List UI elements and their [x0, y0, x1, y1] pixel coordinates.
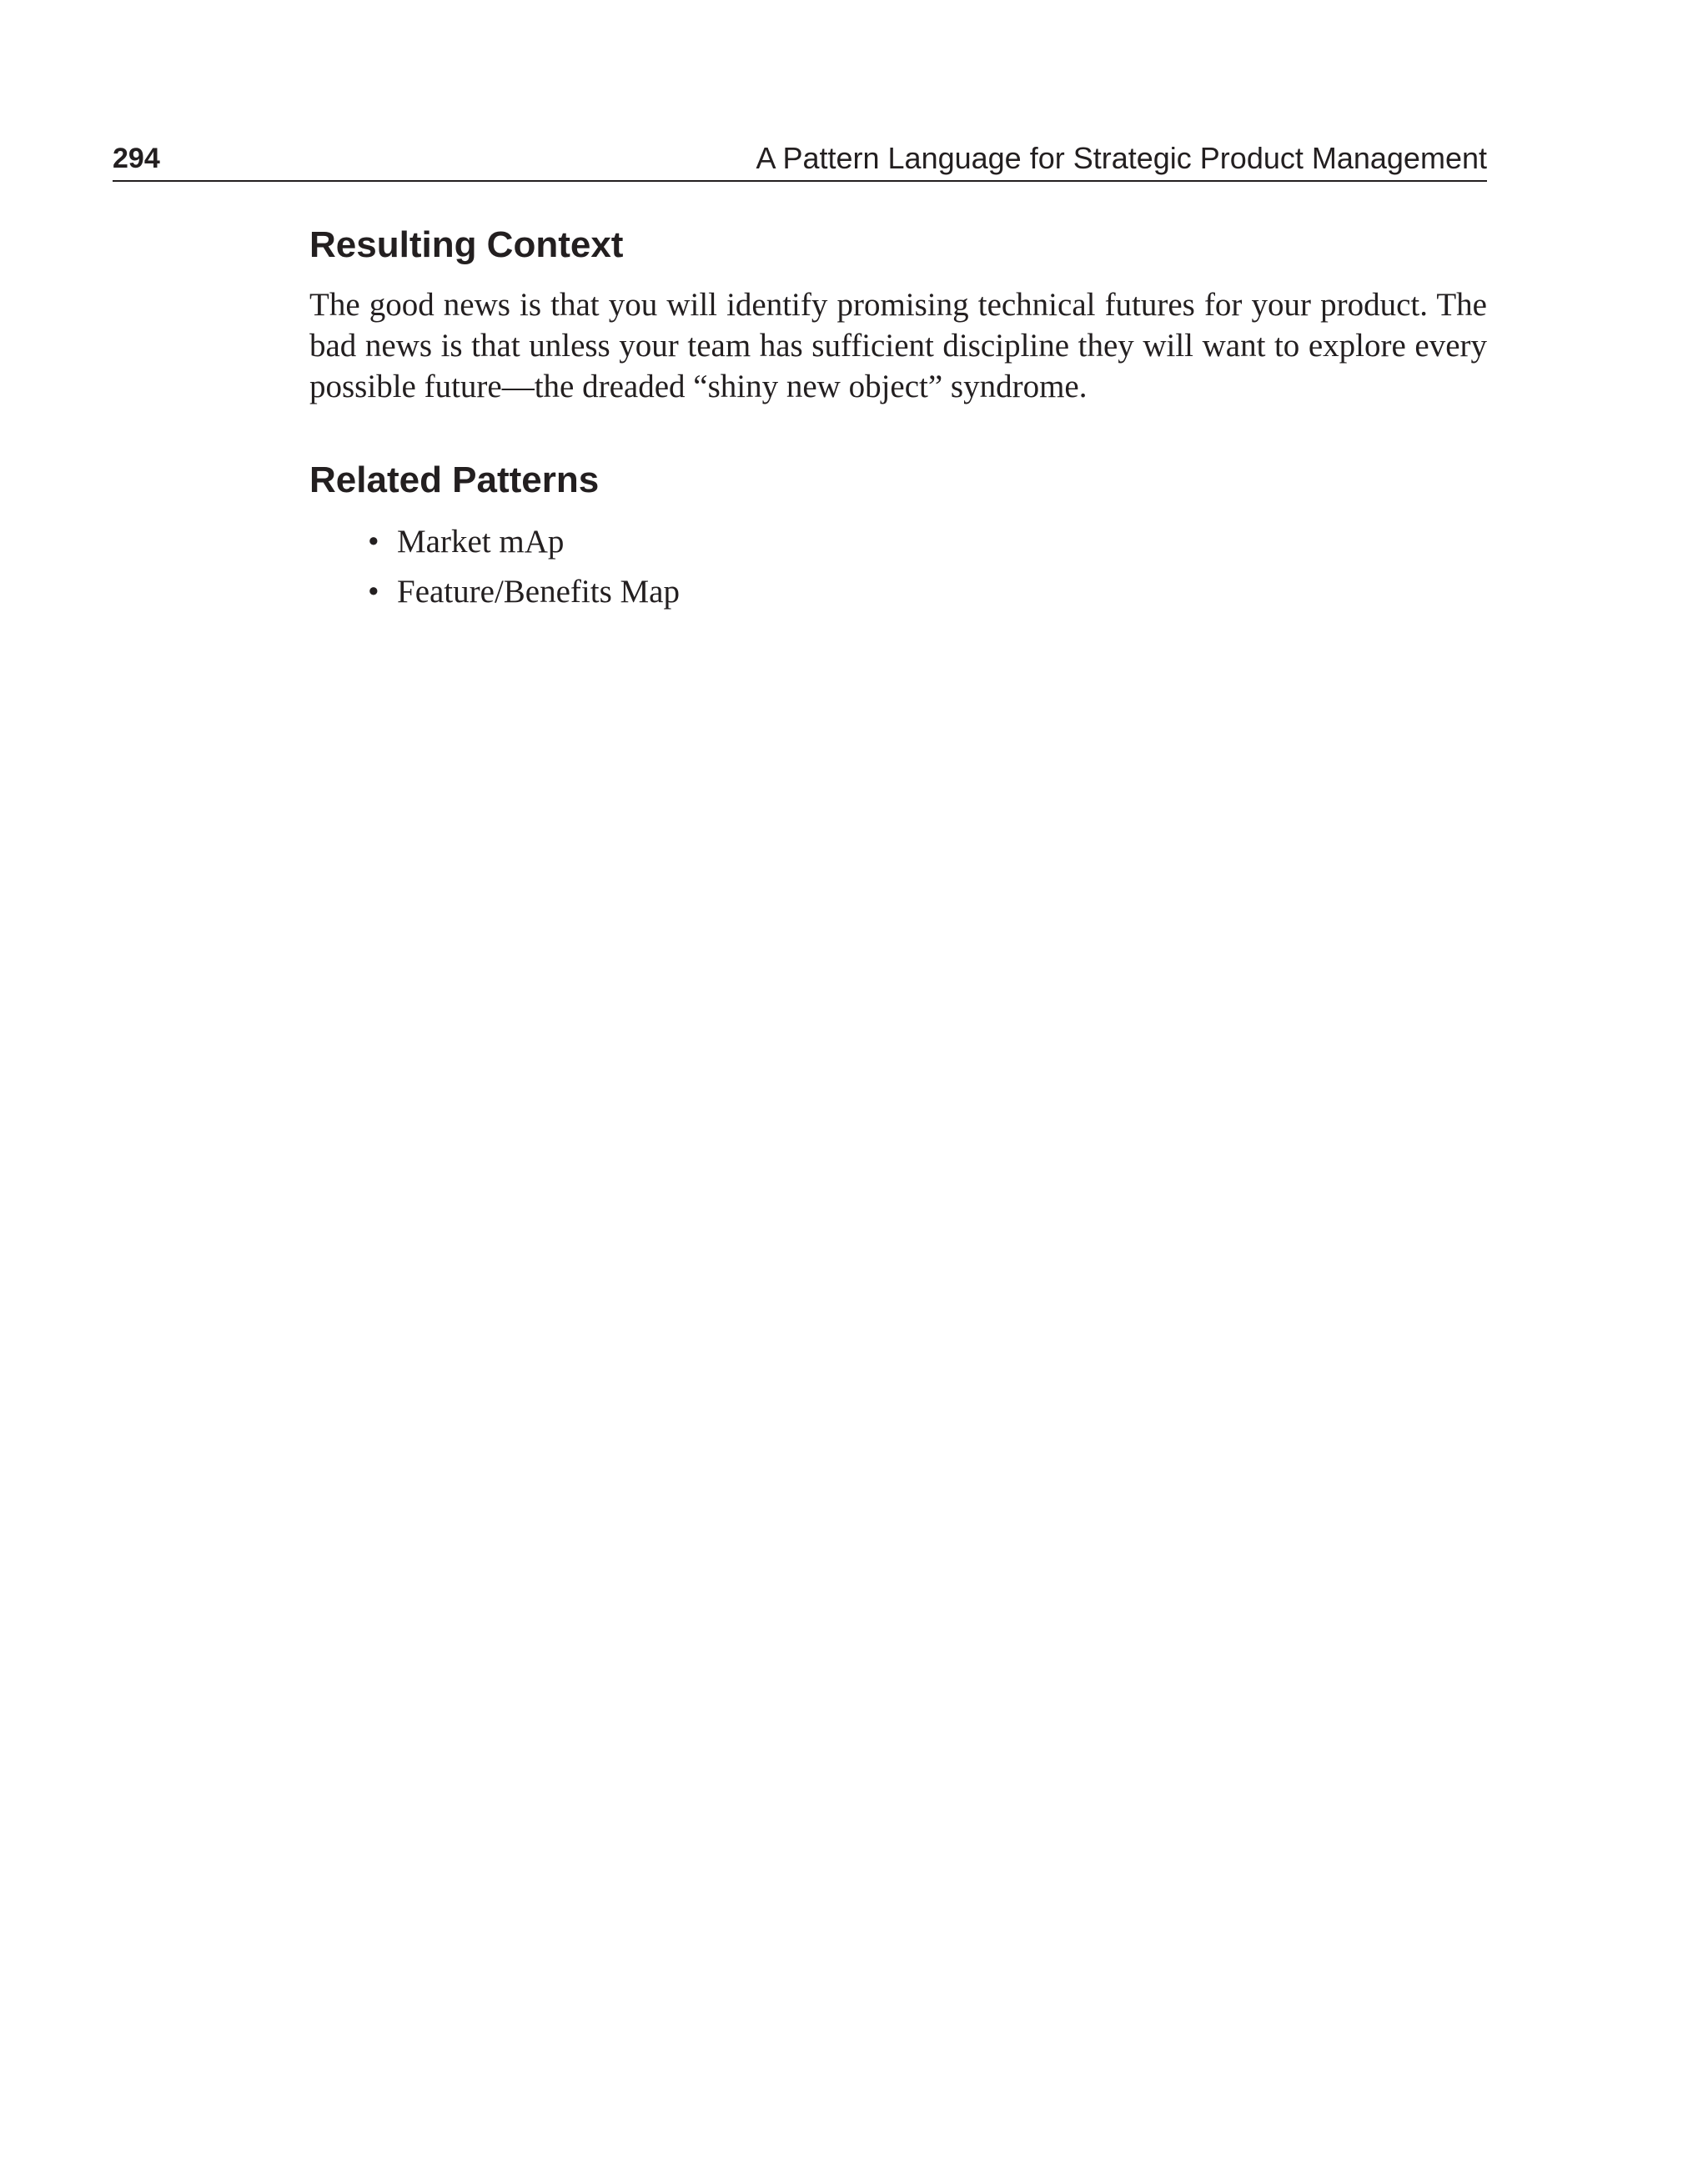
list-item: [368, 567, 1487, 617]
resulting-context-paragraph: The good news is that you will identify promising technical futures for your product. The bad news is that unless your team has sufficient discipline they will want to explore every possible future—the dreaded “shiny new object” syndrome.: [309, 287, 1487, 404]
bullet-icon: •: [368, 524, 379, 560]
related-patterns-heading: Related Patterns: [309, 459, 600, 500]
related-pattern-label: Market mAp: [397, 524, 565, 560]
related-patterns-section: [309, 459, 1487, 617]
page-header: [113, 133, 1487, 182]
related-pattern-label: Feature/Benefits Map: [397, 574, 680, 610]
resulting-context-section: [309, 223, 1487, 407]
running-title: A Pattern Language for Strategic Product Management: [756, 141, 1487, 175]
bullet-icon: •: [368, 574, 379, 610]
related-patterns-list: [309, 517, 1487, 617]
page-number: 294: [113, 143, 160, 174]
resulting-context-heading: Resulting Context: [309, 224, 624, 265]
list-item: [368, 517, 1487, 567]
page-content: [309, 223, 1487, 617]
